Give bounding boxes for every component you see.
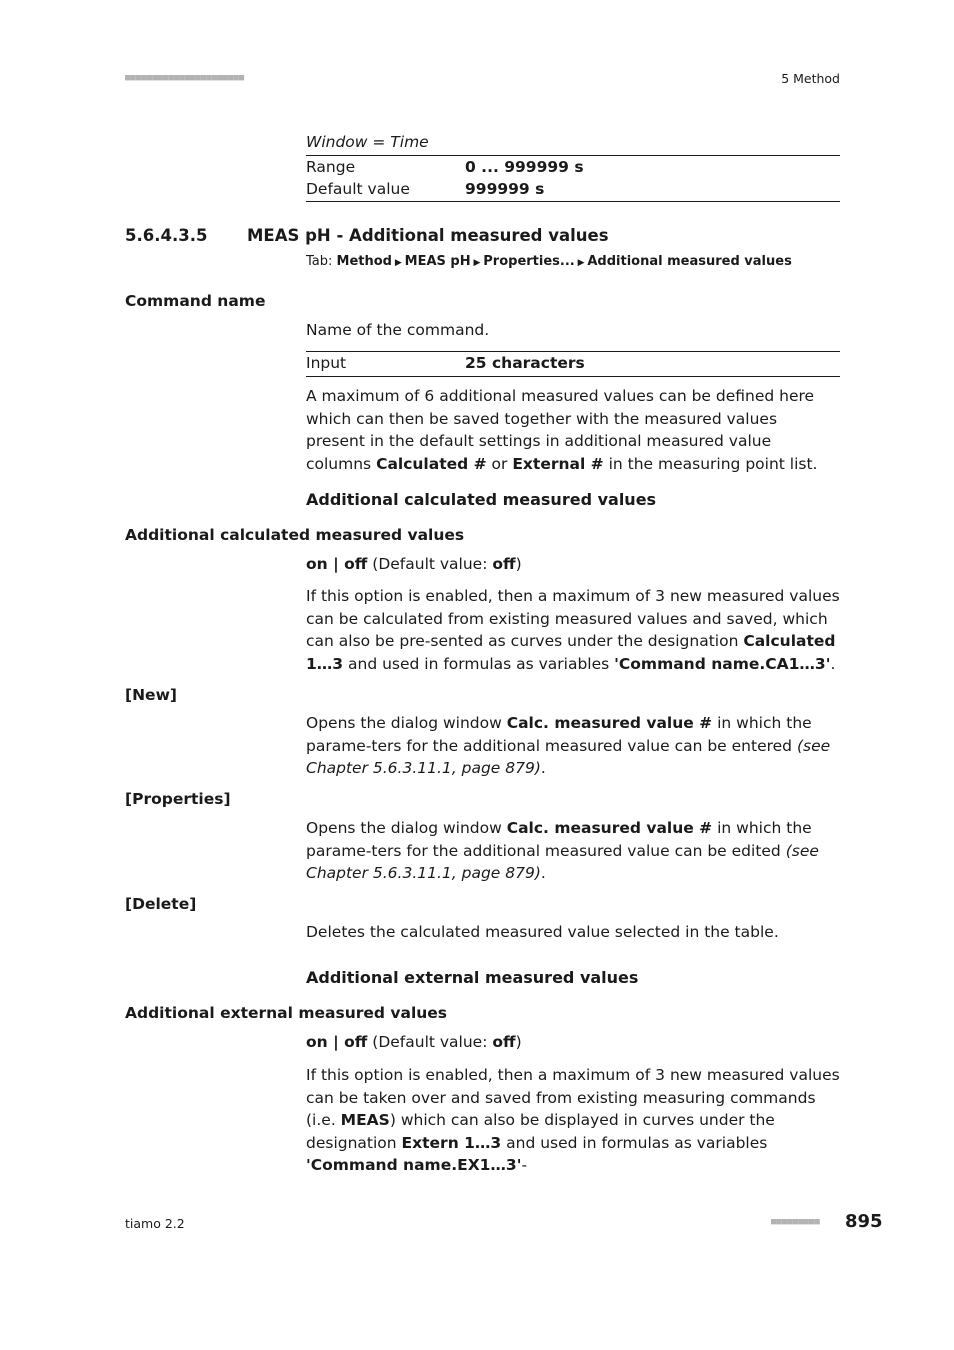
page-number: 895: [845, 1211, 883, 1232]
tab-breadcrumb: [306, 254, 792, 269]
ext-param-options: on | off (Default value: off): [306, 1033, 522, 1051]
range-value: 0 ... 999999 s: [465, 158, 584, 176]
tab-prefix: Tab:: [306, 254, 337, 269]
calc-param-desc: If this option is enabled, then a maximum of 3 new measured values can be calculated from existing measured values and saved, which can also be pre-sented as curves under the designation Calculated 1…3 and used in formulas as variables 'Command name.CA1…3'.: [306, 587, 840, 673]
calc-param-options: on | off (Default value: off): [306, 555, 522, 573]
breadcrumb-item: Additional measured values: [587, 254, 792, 269]
breadcrumb-sep: ▶: [392, 258, 405, 268]
breadcrumb-item: MEAS pH: [404, 254, 471, 269]
ext-param-label: Additional external measured values: [125, 1004, 448, 1022]
calc-param-label: Additional calculated measured values: [125, 526, 465, 544]
footer-product: tiamo 2.2: [125, 1216, 185, 1231]
new-button-desc: Opens the dialog window Calc. measured value # in which the parame-ters for the additional measured value can be entered (see Chapter 5.6.3.11.1, page 879).: [306, 714, 831, 777]
table-rule: [306, 376, 840, 377]
delete-button-label: [Delete]: [125, 895, 197, 913]
breadcrumb-sep: ▶: [574, 258, 588, 268]
new-button-label: [New]: [125, 686, 177, 704]
table-rule: [306, 201, 840, 202]
range-label: Range: [306, 158, 356, 176]
properties-button-label: [Properties]: [125, 790, 231, 808]
section-title: MEAS pH - Additional measured values: [247, 226, 609, 245]
breadcrumb-item: Properties...: [483, 254, 575, 269]
properties-button-desc: Opens the dialog window Calc. measured value # in which the parame-ters for the additional measured value can be edited (see Chapter 5.6.3.11.1, page 879).: [306, 819, 819, 882]
command-name-label: Command name: [125, 292, 266, 310]
chapter-title: 5 Method: [781, 71, 840, 86]
input-value: 25 characters: [465, 354, 585, 372]
section-number: 5.6.4.3.5: [125, 226, 208, 245]
calc-heading: Additional calculated measured values: [306, 490, 657, 509]
command-name-desc: Name of the command.: [306, 321, 490, 339]
window-table-caption: Window = Time: [306, 133, 429, 151]
input-label: Input: [306, 354, 347, 372]
ext-heading: Additional external measured values: [306, 968, 639, 987]
intro-paragraph: A maximum of 6 additional measured values can be defined here which can then be saved together with the measured values present in the default settings in additional measured value columns Calculated # or External # in the measuring point list.: [306, 387, 818, 473]
header-dots: ■■■■■■■■■■■■■■■■■■■■■■: [125, 73, 245, 83]
breadcrumb-sep: ▶: [470, 258, 484, 268]
breadcrumb-item: Method: [336, 254, 392, 269]
ext-param-desc: If this option is enabled, then a maximum of 3 new measured values can be taken over and saved from existing measuring commands (i.e. MEAS) which can also be displayed in curves under the designation Extern 1…3 and used in formulas as variables 'Command name.EX1…3'-: [306, 1066, 840, 1174]
footer-dots: ■■■■■■■■■: [771, 1217, 820, 1227]
delete-button-desc: Deletes the calculated measured value selected in the table.: [306, 923, 779, 941]
default-value-value: 999999 s: [465, 180, 545, 198]
default-value-label: Default value: [306, 180, 410, 198]
